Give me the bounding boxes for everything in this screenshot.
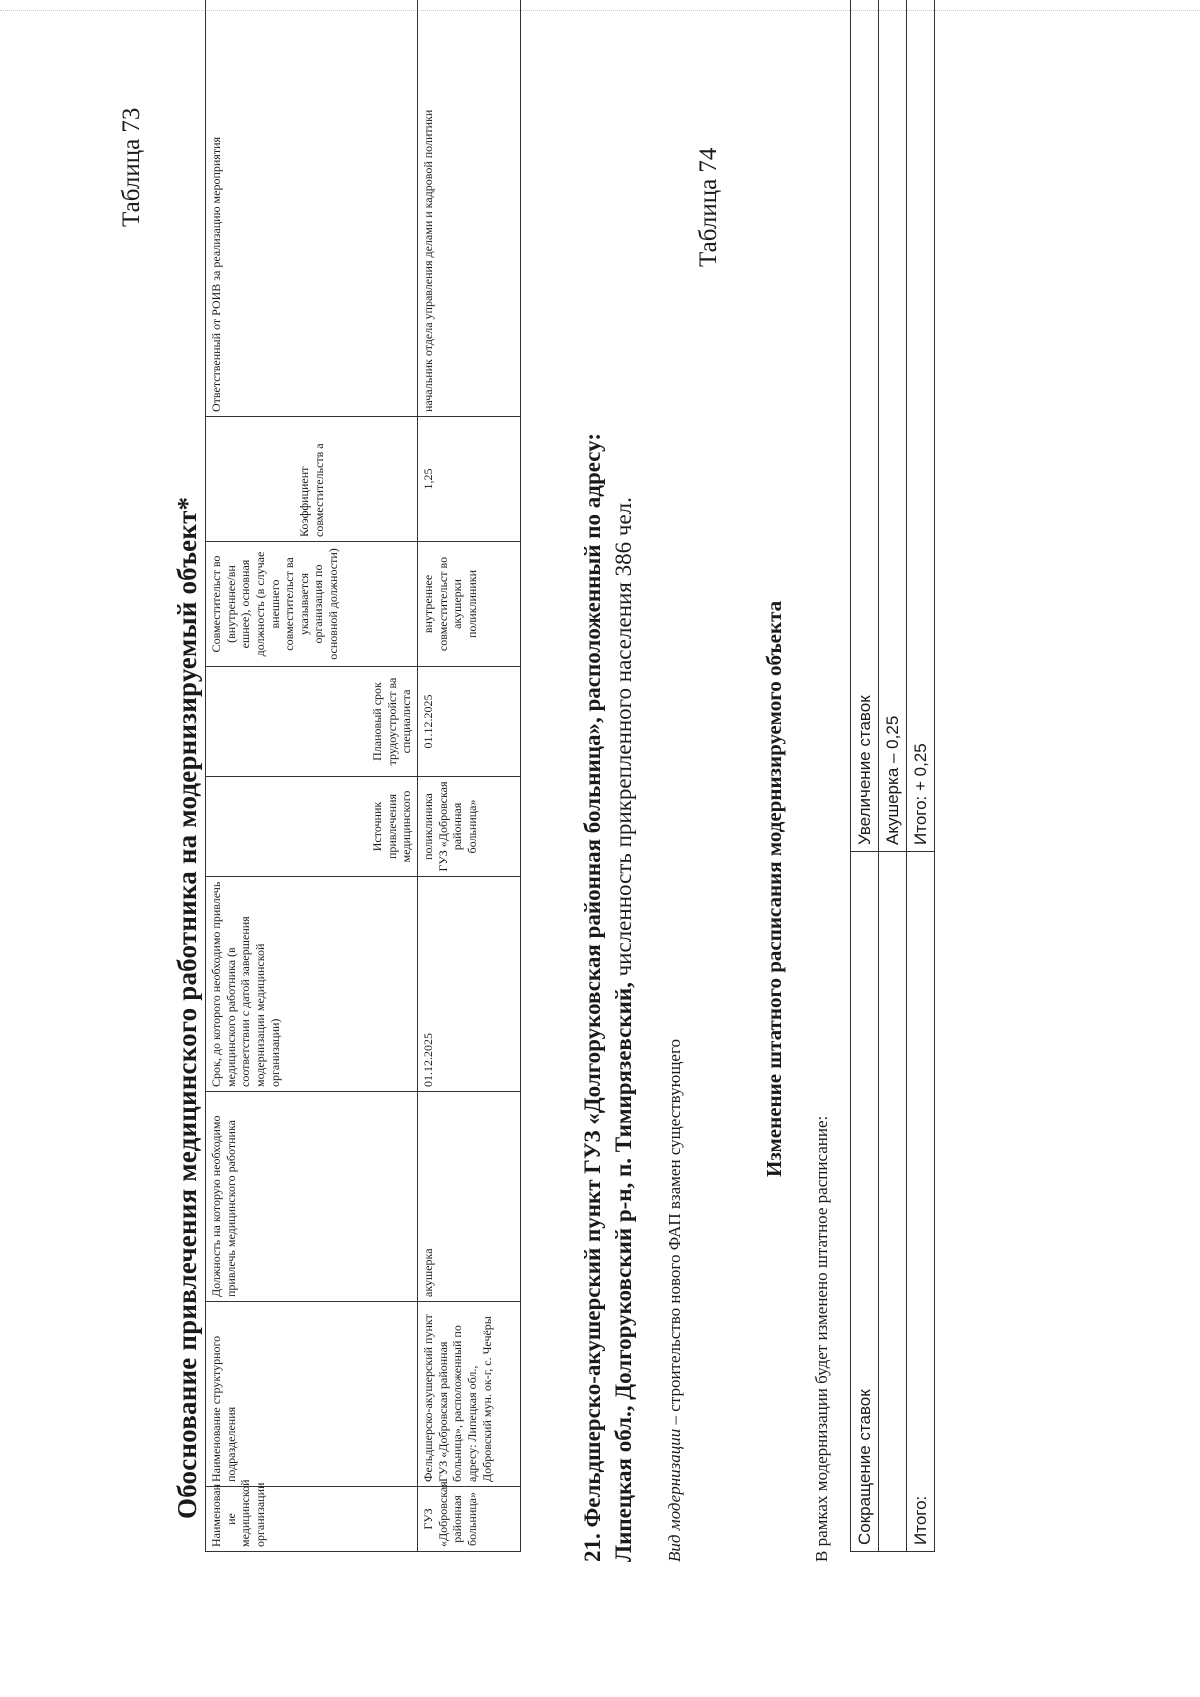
cell-position: акушерка — [418, 1092, 521, 1302]
header-responsible: Ответственный от РОИВ за реализацию мероприятия — [206, 0, 418, 417]
header-planned-date: Плановый срок трудоустройст ва специалиста — [206, 667, 418, 777]
header-org: Наименован ие медицинской организации — [206, 1487, 418, 1552]
section-21-heading-line1: 21. Фельдшерско-акушерский пункт ГУЗ «Долгоруковская районная больница», расположенный по адресу: — [580, 433, 605, 1562]
modernization-type — [665, 1039, 685, 1562]
cell-coefficient: 1,25 — [418, 417, 521, 542]
cell-combination: внутреннее совместительст во акушерки поликлиники — [418, 542, 521, 667]
header-position: Должность на которую необходимо привлечь медицинского работника — [206, 1092, 418, 1302]
table-73-label: Таблица 73 — [118, 107, 145, 227]
header-deadline: Срок, до которого необходимо привлечь медицинского работника (в соответствии с датой завершения модернизации медицинской организации) — [206, 877, 418, 1092]
cell-decrease — [879, 852, 907, 1552]
table-74-title: Изменение штатного расписания модернизируемого объекта — [762, 600, 786, 1177]
table-74 — [850, 0, 935, 1552]
table-row — [879, 0, 907, 1552]
table-74-intro: В рамках модернизации будет изменено штатное расписание: — [812, 1115, 831, 1562]
table-73 — [205, 0, 521, 1552]
section-21-address: Липецкая обл., Долгоруковский р-н, п. Тимирязевский, — [611, 982, 636, 1562]
cell-responsible: начальник отдела управления делами и кадровой политики — [418, 0, 521, 417]
cell-increase-total: Итого: + 0,25 — [907, 0, 935, 852]
cell-decrease-total: Итого: — [907, 852, 935, 1552]
cell-subdivision: Фельдшерско-акушерский пункт ГУЗ «Добровская районная больница», расположенный по адресу: Липецкая обл., Добровский мун. ок-г, с. Чечёры — [418, 1302, 521, 1487]
modernization-type-value: – строительство нового ФАП взамен существующего — [665, 1038, 684, 1429]
cell-org: ГУЗ «Добровская районная больница» — [418, 1487, 521, 1552]
header-increase: Увеличение ставок — [851, 0, 879, 852]
header-combination: Совместительст во (внутреннее/вн ешнее), основная должность (в случае внешнего совместительст ва указывается организация по основной должности) — [206, 542, 418, 667]
table-74-header-row — [851, 0, 879, 1552]
modernization-type-label: Вид модернизации — [665, 1428, 684, 1562]
section-21-population: численность прикрепленного населения 386 чел. — [611, 497, 636, 983]
section-21-heading — [577, 82, 639, 1562]
header-source: Источник привлечения медицинского — [206, 777, 418, 877]
table-74-total-row — [907, 0, 935, 1552]
table-74-label: Таблица 74 — [695, 147, 722, 267]
header-coefficient: Коэффициент совместительств а — [206, 417, 418, 542]
cell-deadline: 01.12.2025 — [418, 877, 521, 1092]
section-21-heading-line2 — [608, 82, 639, 1562]
header-subdivision: Наименование структурного подразделения — [206, 1302, 418, 1487]
cell-planned-date: 01.12.2025 — [418, 667, 521, 777]
table-73-title: Обоснование привлечения медицинского работника на модернизируемый объект* — [172, 496, 202, 1519]
header-decrease: Сокращение ставок — [851, 852, 879, 1552]
cell-increase: Акушерка – 0,25 — [879, 0, 907, 852]
cell-source: поликлиника ГУЗ «Добровская районная больница» — [418, 777, 521, 877]
table-row — [418, 0, 521, 1552]
table-73-header-row — [206, 0, 418, 1552]
